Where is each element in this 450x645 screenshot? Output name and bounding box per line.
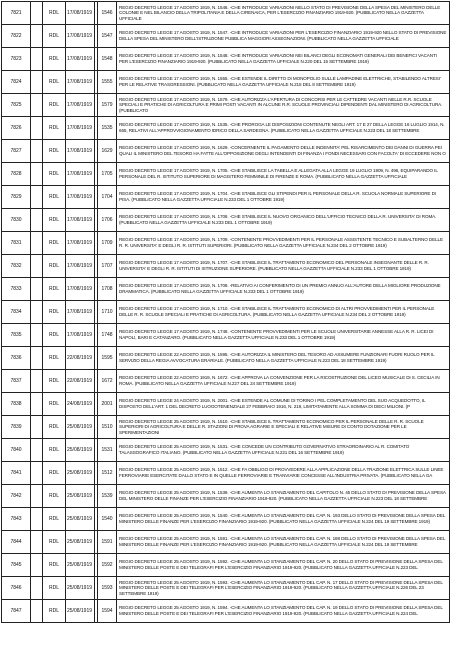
blank-cell [31, 393, 43, 416]
act-type-cell: RDL [43, 508, 66, 531]
description-cell: REGIO DECRETO LEGGE 22 AGOSTO 1919, N. 1595. -CHE AUTORIZZA IL MINISTERO DEL TESORO AD ASSUMERE FUNZIONARI FUORI RUOLO PER IL SERVIZIO DELLA REGIA AVVOCATURA ERARIALE. (PUBBLICATO NELLA GAZZETTA UFFICIALE N.223 DEL 18 SETTEMBRE 1919) [117, 347, 450, 370]
table-row [2, 278, 450, 301]
blank-cell [31, 462, 43, 485]
act-type-cell: RDL [43, 347, 66, 370]
act-type-cell: RDL [43, 370, 66, 393]
row-number-cell: 7828 [2, 163, 31, 186]
blank-cell [31, 117, 43, 140]
description-cell: REGIO DECRETO LEGGE 17 AGOSTO 1919, N. 1705. -CHE STABILISCE LA TABELLA E ALLEGATA ALLA LEGGE 19 LUGLIO 1909, N. 496, EQUIPARANDO IL PERSONALE DEL R. ISTITUTO SUPERIORE DI MAGISTERO FEMMINILE DI FIRENZE E ROMA. (PUBBLICATO NELLA GAZZETTA UFFICIALE [117, 163, 450, 186]
table-row [2, 2, 450, 25]
row-number-cell: 7832 [2, 255, 31, 278]
description-cell: REGIO DECRETO LEGGE 17 AGOSTO 1919, N. 1629. -CONCERNENTE IL PAGAMENTO DELLE INDENNITA' PEL RISARCIMENTO DEI DANNI DI GUERRA PEI QUALI IL MINISTERO DEL TESORO HA FATTE ALL'OPPOSIZIONE DEGLI INTENDENTI DI FINANZA I FONDI NECESSARI CON FACOLTA' DI ECCEDERE NON O [117, 140, 450, 163]
act-number-cell: 1548 [98, 48, 117, 71]
blank-cell [31, 186, 43, 209]
row-number-cell: 7823 [2, 48, 31, 71]
date-cell: 25/08/1919 [66, 462, 95, 485]
row-number-cell: 7829 [2, 186, 31, 209]
table-row [2, 508, 450, 531]
table-row [2, 347, 450, 370]
act-type-cell: RDL [43, 393, 66, 416]
description-cell: REGIO DECRETO LEGGE 17 AGOSTO 1919, N. 1579. -CHE AUTORIZZA L'APERTURA DI CONCORSI PER LE CATTEDRE VACANTI NELLE R.R. SCUOLE SPECIALI E PRATICHE DI AGRICOLTURA E PRIMI POSTI VACANTI IN ALCUNE R.R. SCUOLE PROVINCIALI DIPENDENTI DAL MINISTERO DI AGRICOLTURA. (PUBBLICATO [117, 94, 450, 117]
blank-cell [31, 554, 43, 577]
blank-cell [31, 577, 43, 600]
date-cell: 17/08/1919 [66, 324, 95, 347]
table-row [2, 209, 450, 232]
table-row [2, 439, 450, 462]
table-row [2, 94, 450, 117]
date-cell: 24/08/1919 [66, 393, 95, 416]
act-type-cell: RDL [43, 48, 66, 71]
act-type-cell: RDL [43, 485, 66, 508]
date-cell: 17/08/1919 [66, 301, 95, 324]
act-type-cell: RDL [43, 416, 66, 439]
description-cell: REGIO DECRETO LEGGE 25 AGOSTO 1919, N. 1512. -CHE FA OBBLIGO DI PROVVEDERE ALLA APPLICAZIONE DELLA TRAZIONE ELETTRICA SULLE LINEE FERROVIARIE ESERCITATE DALLO STATO E IN QUELLE FERROVIARIE E TRANVIARIE CONCESSE ALL'INDUSTRIA PRIVATA. (PUBBLICATO NELLA GA [117, 462, 450, 485]
date-cell: 17/08/1919 [66, 163, 95, 186]
act-number-cell: 1539 [98, 485, 117, 508]
act-type-cell: RDL [43, 25, 66, 48]
table-row [2, 554, 450, 577]
description-cell: REGIO DECRETO LEGGE 17 AGOSTO 1919, N. 1708. -RELATIVO AI CONFERIMENTO DI UN PREMIO ANNUO ALL'AUTORE DELLA MIGLIORE PRODUZIONE DRAMMATICA. (PUBBLICATO NELLA GAZZETTA UFFICIALE N.233 DEL 1 OTTOBRE 1919) [117, 278, 450, 301]
blank-cell [31, 94, 43, 117]
date-cell: 17/08/1919 [66, 209, 95, 232]
description-cell: REGIO DECRETO LEGGE 25 AGOSTO 1919, N. 1594. -CHE AUMENTA LO STANZIAMENTO DEL CAP. N. 19 DELLO STATO DI PREVISIONE DELLA SPESA DEL MINISTERO DELLE POSTE E DEI TELEGRAFI PER L'ESERCIZIO FINANZIARIO 1919-920. (PUBBLICATO NELLA GAZZETTA UFFICIALE N.224 DEL [117, 600, 450, 623]
act-type-cell: RDL [43, 554, 66, 577]
description-cell: REGIO DECRETO LEGGE 25 AGOSTO 1919, N. 1510. -CHE STABILISCE IL TRATTAMENTO ECONOMICO PER IL PERSONALE DELLE R. R. SCUOLE SUPERIORI DI AGRICOLTURA E DELLE R. STAZIONI DI PROVA AGRARIE E SPECIALI E RELATIVE MISURE DI CONTO DOTAZIONE PER LE SPERIMENTAZIONI [117, 416, 450, 439]
date-cell: 25/08/1919 [66, 439, 95, 462]
date-cell: 17/08/1919 [66, 186, 95, 209]
act-number-cell: 1510 [98, 416, 117, 439]
date-cell: 25/08/1919 [66, 485, 95, 508]
act-number-cell: 1579 [98, 94, 117, 117]
act-number-cell: 1546 [98, 2, 117, 25]
table-row [2, 416, 450, 439]
table-row [2, 163, 450, 186]
description-cell: REGIO DECRETO LEGGE 17 AGOSTO 1919, N. 1535. -CHE PROROGA LE DISPOSIZIONI CONTENUTE NEGLI ART. 17 E 27 DELLA LEGGE 16 LUGLIO 1914, N. 665, RELATIVI ALL'APPROVVIGIONAMENTO IDRICO DELLA SARDEGNA. (PUBBLICATO NELLA GAZZETTA UFFICIALE N.223 DEL 18 SETTEMBRE [117, 117, 450, 140]
date-cell: 25/08/1919 [66, 531, 95, 554]
date-cell: 17/08/1919 [66, 140, 95, 163]
act-type-cell: RDL [43, 439, 66, 462]
blank-cell [31, 255, 43, 278]
description-cell: REGIO DECRETO LEGGE 25 AGOSTO 1919, N. 1591. -CHE AUMENTA LO STANZIAMENTO DEL CAP. N. 188 DELLO STATO DI PREVISIONE DELLA SPESA DEL MINISTERO DELLE FINANZE PER L'ESERCIZIO FINANZIARIO 1919-920. (PUBBLICATO NELLA GAZZETTA UFFICIALE N.224 DEL 19 SETTEMBRE [117, 531, 450, 554]
blank-cell [31, 209, 43, 232]
row-number-cell: 7843 [2, 508, 31, 531]
act-type-cell: RDL [43, 140, 66, 163]
act-type-cell: RDL [43, 531, 66, 554]
table-row [2, 25, 450, 48]
blank-cell [31, 232, 43, 255]
table-row [2, 324, 450, 347]
date-cell: 17/08/1919 [66, 2, 95, 25]
date-cell: 25/08/1919 [66, 577, 95, 600]
blank-cell [31, 48, 43, 71]
row-number-cell: 7831 [2, 232, 31, 255]
decree-register-table [1, 1, 450, 623]
act-type-cell: RDL [43, 163, 66, 186]
description-cell: REGIO DECRETO LEGGE 17 AGOSTO 1919, N. 1707. -CHE STABILISCE IL TRATTAMENTO ECONOMICO DEL PERSONALE INSEGNANTE DELLE R. R. UNIVERSITA' E DEGLI R. R. ISTITUTI DI ISTRUZIONE SUPERIORE. (PUBBLICATO NELLA GAZZETTA UFFICIALE N.233 DEL 1 OTTOBRE 1919) [117, 255, 450, 278]
blank-cell [31, 301, 43, 324]
act-number-cell: 1707 [98, 255, 117, 278]
blank-cell [31, 25, 43, 48]
blank-cell [31, 347, 43, 370]
act-number-cell: 1547 [98, 25, 117, 48]
row-number-cell: 7827 [2, 140, 31, 163]
act-number-cell: 1512 [98, 462, 117, 485]
row-number-cell: 7825 [2, 94, 31, 117]
blank-cell [31, 71, 43, 94]
row-number-cell: 7846 [2, 577, 31, 600]
row-number-cell: 7840 [2, 439, 31, 462]
act-number-cell: 1710 [98, 301, 117, 324]
act-type-cell: RDL [43, 209, 66, 232]
table-row [2, 393, 450, 416]
act-type-cell: RDL [43, 186, 66, 209]
blank-cell [31, 324, 43, 347]
blank-cell [31, 508, 43, 531]
table-row [2, 301, 450, 324]
date-cell: 17/08/1919 [66, 48, 95, 71]
date-cell: 17/08/1919 [66, 117, 95, 140]
act-number-cell: 1591 [98, 531, 117, 554]
date-cell: 17/08/1919 [66, 25, 95, 48]
register-rows [2, 2, 450, 623]
description-cell: REGIO DECRETO LEGGE 17 AGOSTO 1919, N. 1704. -CHE STABILISCE GLI STIPENDI PER IL PERSONALE DELLA R. SCUOLA NORMALE SUPERIORE DI PISA. (PUBBLICATO NELLA GAZZETTA UFFICIALE N.233 DEL 1 OTTOBRE 1919) [117, 186, 450, 209]
description-cell: REGIO DECRETO LEGGE 17 AGOSTO 1919, N. 1548. -CHE INTRODUCE VARIAZIONI NEI BILANCI DEGLI ECONOMATI GENERALI DEI BENEFICI VACANTI PER L'ESERCIZIO FINANZIARIO 1919-920. (PUBBLICATO NELLA GAZZETTA UFFICIALE N.220 DEL 15 SETTEMBRE 1919) [117, 48, 450, 71]
table-row [2, 140, 450, 163]
act-number-cell: 1592 [98, 554, 117, 577]
description-cell: REGIO DECRETO LEGGE 17 AGOSTO 1919, N. 1706. -CHE STABILISCE IL NUOVO ORGANICO DELL'UFFICIO TECNICO DELLA R. UNIVERSITA' DI ROMA. (PUBBLICATO NELLA GAZZETTA UFFICIALE N.233 DEL 1 OTTOBRE 1919) [117, 209, 450, 232]
row-number-cell: 7845 [2, 554, 31, 577]
act-number-cell: 1704 [98, 186, 117, 209]
date-cell: 17/08/1919 [66, 94, 95, 117]
blank-cell [31, 140, 43, 163]
act-number-cell: 1593 [98, 577, 117, 600]
act-number-cell: 1708 [98, 278, 117, 301]
row-number-cell: 7834 [2, 301, 31, 324]
row-number-cell: 7847 [2, 600, 31, 623]
row-number-cell: 7836 [2, 347, 31, 370]
table-row [2, 71, 450, 94]
date-cell: 17/08/1919 [66, 278, 95, 301]
blank-cell [31, 416, 43, 439]
act-number-cell: 1531 [98, 439, 117, 462]
table-row [2, 600, 450, 623]
row-number-cell: 7824 [2, 71, 31, 94]
date-cell: 25/08/1919 [66, 416, 95, 439]
act-number-cell: 1595 [98, 347, 117, 370]
date-cell: 25/08/1919 [66, 554, 95, 577]
blank-cell [31, 2, 43, 25]
table-row [2, 48, 450, 71]
table-row [2, 370, 450, 393]
act-type-cell: RDL [43, 232, 66, 255]
date-cell: 25/08/1919 [66, 508, 95, 531]
row-number-cell: 7821 [2, 2, 31, 25]
description-cell: REGIO DECRETO LEGGE 17 AGOSTO 1919, N. 1547. -CHE INTRODUCE VARIAZIONI PER L'ESERCIZIO FINANZIARIO 1919-920 NELLO STATO DI PREVISIONE DELLA SPESA DEL MINISTERO DELL'ISTRUZIONE PUBBLICA MAGGIORI ASSEGNAZIONI. (PUBBLICATO NELLA GAZZETTA UFFICIALE [117, 25, 450, 48]
description-cell: REGIO DECRETO LEGGE 17 AGOSTO 1919, N. 1555. -CHE ESTENDE IL DIRITTO DI MONOPOLIO SULLE LAMPADINE ELETTRICHE, STABILENDO ALTRESI' PER LE RELATIVE TRASGRESSIONI. (PUBBLICATO NELLA GAZZETTA UFFICIALE N.215 DEL 8 SETTEMBRE 1919) [117, 71, 450, 94]
description-cell: REGIO DECRETO LEGGE 17 AGOSTO 1919, N. 1748. -CONTENENTE PROVVEDIMENTI PER LE SCUOLE UNIVERSITARIE ANNESSE ALLA R. R. LICEI DI NAPOLI, BARI E CATANZARO. (PUBBLICATO NELLA GAZZETTA UFFICIALE N.233 DEL 1 OTTOBRE 1919) [117, 324, 450, 347]
description-cell: REGIO DECRETO LEGGE 25 AGOSTO 1919, N. 1540. -CHE AUMENTA LO STANZIAMENTO DEL CAP. N. 193 DELLO STATO DI PREVISIONE DELLA SPESA DEL MINISTERO DELLE FINANZE PER L'ESERCIZIO FINANZIARIO 1919-920. (PUBBLICATO NELLA GAZZETTA UFFICIALE N.224 DEL 19 SETTEMBRE 1919) [117, 508, 450, 531]
description-cell: REGIO DECRETO LEGGE 17 AGOSTO 1919, N. 1546. -CHE INTRODUCE VARIAZIONI NELLO STATO DI PREVISIONE DELLA SPESA DEL MINISTERO DELLE COLONIE E NEL BILANCIO DELLA TRIPOLITANIA E DELLA CIRENAICA, PER L'ESERCIZIO FINANZIARIO 1919-920. (PUBBLICATO NELLA GAZZETTA UFFICIALE [117, 2, 450, 25]
description-cell: REGIO DECRETO LEGGE 25 AGOSTO 1919, N. 1531. -CHE CONCEDE UN CONTRIBUTO GOVERNATIVO STRAORDINARIO AL R. COMITATO TALASSOGRAFICO ITALIANO. (PUBBLICATO NELLA GAZZETTA UFFICIALE N.221 DEL 16 SETTEMBRE 1919) [117, 439, 450, 462]
act-type-cell: RDL [43, 301, 66, 324]
table-row [2, 255, 450, 278]
act-type-cell: RDL [43, 577, 66, 600]
act-type-cell: RDL [43, 278, 66, 301]
date-cell: 25/08/1919 [66, 600, 95, 623]
blank-cell [31, 600, 43, 623]
table-row [2, 186, 450, 209]
row-number-cell: 7833 [2, 278, 31, 301]
date-cell: 17/08/1919 [66, 255, 95, 278]
blank-cell [31, 439, 43, 462]
act-number-cell: 2001 [98, 393, 117, 416]
act-number-cell: 1706 [98, 209, 117, 232]
row-number-cell: 7826 [2, 117, 31, 140]
act-type-cell: RDL [43, 117, 66, 140]
act-type-cell: RDL [43, 71, 66, 94]
table-row [2, 117, 450, 140]
date-cell: 22/08/1919 [66, 370, 95, 393]
blank-cell [31, 278, 43, 301]
act-number-cell: 1672 [98, 370, 117, 393]
description-cell: REGIO DECRETO LEGGE 22 AGOSTO 1919, N. 1672. -CHE APPROVA LA CONVENZIONE PER LA RICOSTRUZIONE DEL LICEO MUSICALE DI S. CECILIA IN ROMA. (PUBBLICATO NELLA GAZZETTA UFFICIALE N.227 DEL 24 SETTEMBRE 1919) [117, 370, 450, 393]
description-cell: REGIO DECRETO LEGGE 25 AGOSTO 1919, N. 1592. -CHE AUMENTA LO STANZIAMENTO DEL CAP. N. 20 DELLO STATO DI PREVISIONE DELLA SPESA DEL MINISTERO DELLE POSTE E DEI TELEGRAFI PER L'ESERCIZIO FINANZIARIO 1919-920. (PUBBLICATO NELLA GAZZETTA UFFICIALE N.223 DEL [117, 554, 450, 577]
description-cell: REGIO DECRETO LEGGE 25 AGOSTO 1919, N. 1539. -CHE AUMENTA LO STANZIAMENTO DEL CAPITOLO N. 45 DELLO STATO DI PREVISIONE DELLA SPESA DEL MINISTERO DELLE FINANZE PER L'ESERCIZIO FINANZIARIO 1919-920. (PUBBLICATO NELLA GAZZETTA UFFICIALE N.223 DEL 18 SETTEMBRE [117, 485, 450, 508]
act-number-cell: 1594 [98, 600, 117, 623]
row-number-cell: 7842 [2, 485, 31, 508]
date-cell: 17/08/1919 [66, 232, 95, 255]
act-type-cell: RDL [43, 2, 66, 25]
act-type-cell: RDL [43, 462, 66, 485]
act-number-cell: 1748 [98, 324, 117, 347]
row-number-cell: 7844 [2, 531, 31, 554]
row-number-cell: 7841 [2, 462, 31, 485]
act-type-cell: RDL [43, 94, 66, 117]
description-cell: REGIO DECRETO LEGGE 24 AGOSTO 1919, N. 2001. -CHE ESTENDE AL COMUNE DI TORINO I PEL COMPLETAMENTO DEL SUO ACQUEDOTTO, IL DISPOSTO DELL'ART. 1 DEL DECRETO LUOGOTENENZIALE 27 FEBBRAIO 1916, N. 219, LIMITATAMENTE ALLA SOMMA DI DIECI MILIONI. (P [117, 393, 450, 416]
table-row [2, 577, 450, 600]
act-type-cell: RDL [43, 255, 66, 278]
row-number-cell: 7838 [2, 393, 31, 416]
table-row [2, 232, 450, 255]
row-number-cell: 7822 [2, 25, 31, 48]
blank-cell [31, 531, 43, 554]
act-number-cell: 1555 [98, 71, 117, 94]
act-type-cell: RDL [43, 324, 66, 347]
table-row [2, 485, 450, 508]
row-number-cell: 7830 [2, 209, 31, 232]
act-number-cell: 1705 [98, 163, 117, 186]
description-cell: REGIO DECRETO LEGGE 17 AGOSTO 1919, N. 1710. -CHE STABILISCE IL TRATTAMENTO ECONOMICO DI ALTRI PROVVEDIMENTI PER IL PERSONALE DELLE R. R. SCUOLE SPECIALI E PRATICHE DI AGRICOLTURA. (PUBBLICATO NELLA GAZZETTA UFFICIALE N.234 DEL 2 OTTOBRE 1919) [117, 301, 450, 324]
table-row [2, 462, 450, 485]
act-number-cell: 1629 [98, 140, 117, 163]
table-row [2, 531, 450, 554]
row-number-cell: 7839 [2, 416, 31, 439]
act-number-cell: 1709 [98, 232, 117, 255]
act-number-cell: 1535 [98, 117, 117, 140]
date-cell: 22/08/1919 [66, 347, 95, 370]
date-cell: 17/08/1919 [66, 71, 95, 94]
row-number-cell: 7835 [2, 324, 31, 347]
row-number-cell: 7837 [2, 370, 31, 393]
blank-cell [31, 163, 43, 186]
blank-cell [31, 370, 43, 393]
act-number-cell: 1540 [98, 508, 117, 531]
act-type-cell: RDL [43, 600, 66, 623]
description-cell: REGIO DECRETO LEGGE 17 AGOSTO 1919, N. 1709. -CONTENENTE PROVVEDIMENTI PER IL PERSONALE ASSISTENTE TECNICO E SUBALTERNO DELLE R. R. UNIVERSITA' E DEGLI R. R. ISTITUTI SUPERIORI. (PUBBLICATO NELLA GAZZETTA UFFICIALE N.234 DEL 2 OTTOBRE 1919) [117, 232, 450, 255]
blank-cell [31, 485, 43, 508]
description-cell: REGIO DECRETO LEGGE 25 AGOSTO 1919, N. 1593. -CHE AUMENTA LO STANZIAMENTO DEL CAP. N. 17 DELLO STATO DI PREVISIONE DELLA SPESA DEL MINISTERO DELLE POSTE E DEI TELEGRAFI PER L'ESERCIZIO FINANZIARIO 1919-920. (PUBBLICATO NELLA GAZZETTA UFFICIALE N.226 DEL 23 SETTEMBRE 1919) [117, 577, 450, 600]
